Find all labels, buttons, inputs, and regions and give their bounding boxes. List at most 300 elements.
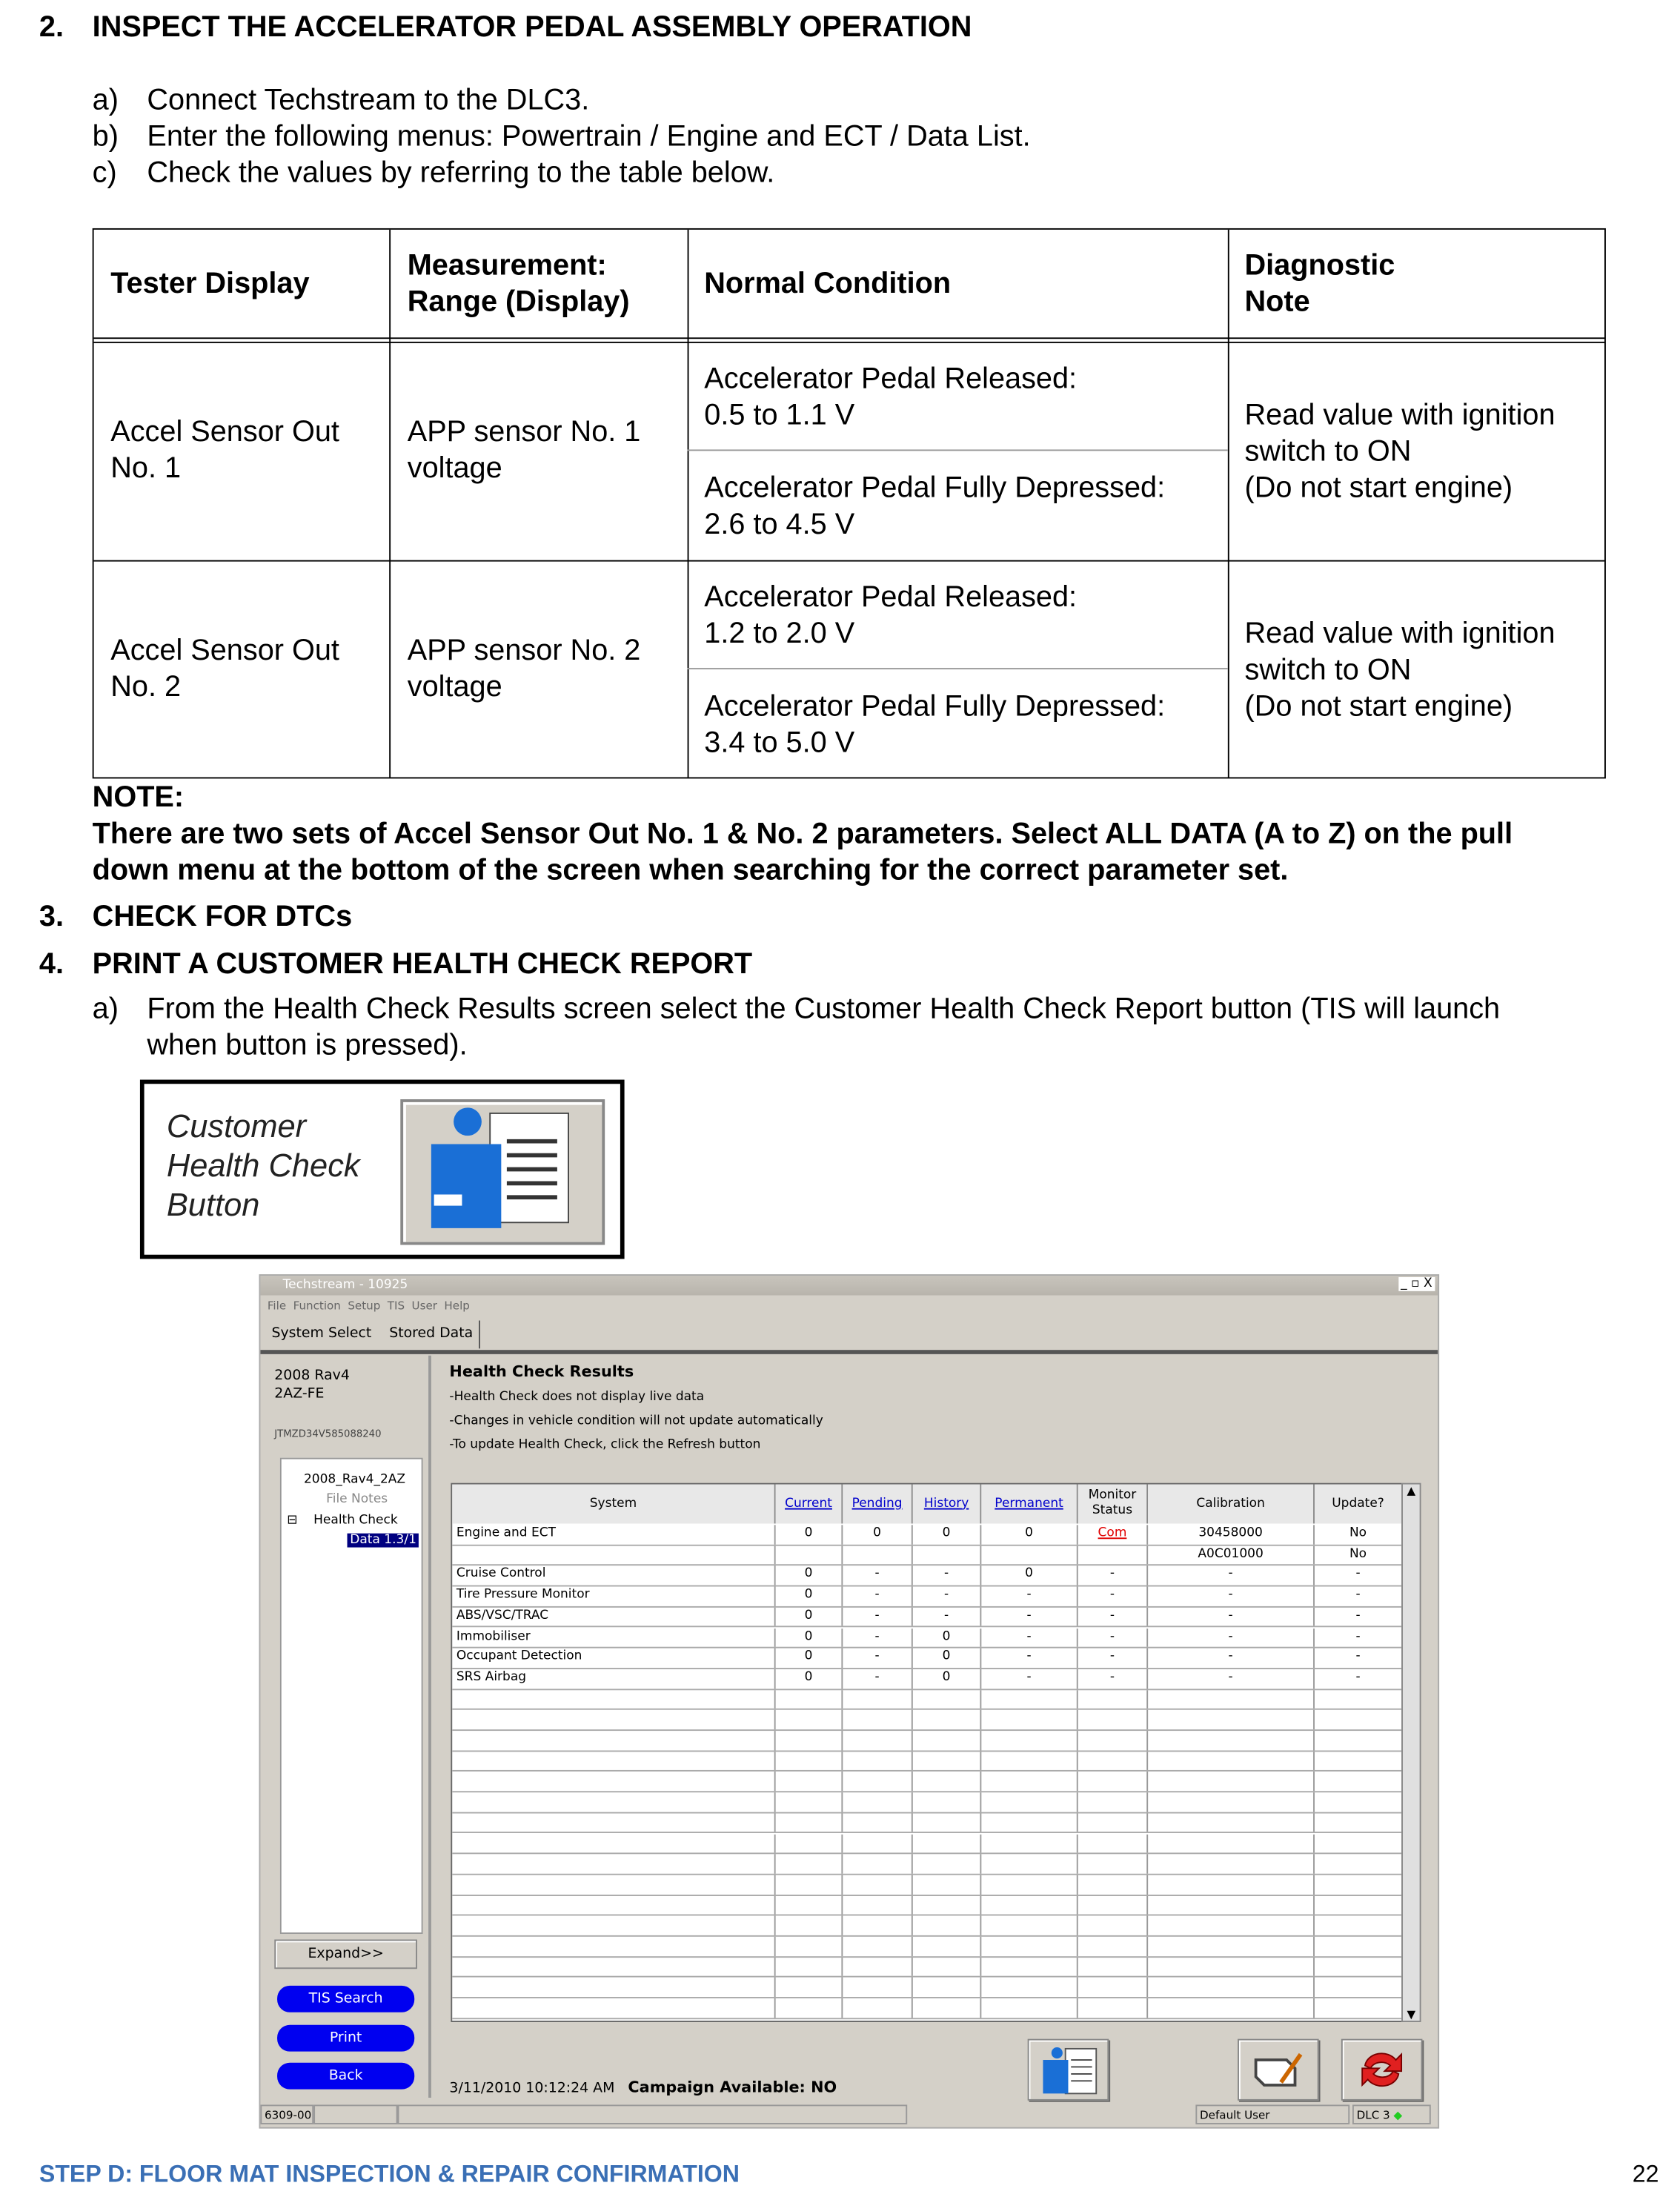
page-number: 22: [1632, 2161, 1659, 2187]
cell-system: [452, 1958, 775, 1977]
grid-row[interactable]: [452, 1731, 1403, 1752]
cell-update: [1315, 1978, 1403, 1997]
cell-system: [452, 1813, 775, 1832]
cell-system: [452, 1710, 775, 1729]
cell-monitor-status: -: [1078, 1566, 1148, 1586]
refresh-button[interactable]: [1341, 2039, 1423, 2101]
cell-current: 0: [776, 1649, 843, 1668]
button-caption-2: Health Check: [166, 1147, 360, 1184]
cell-monitor-status: -: [1078, 1649, 1148, 1668]
connection-indicator-icon: ◆: [1393, 2109, 1403, 2122]
cell-permanent: [981, 1792, 1078, 1812]
cell-history: [913, 1916, 982, 1935]
cell-monitor-status: -: [1078, 1587, 1148, 1606]
tis-search-button[interactable]: TIS Search: [277, 1986, 414, 2012]
cell-monitor-status: [1078, 1834, 1148, 1853]
row1-note: Read value with ignition: [1244, 399, 1556, 431]
cell-update: -: [1315, 1649, 1403, 1668]
cell-current: 0: [776, 1566, 843, 1586]
cell-calibration: [1148, 1752, 1315, 1771]
cell-system: Occupant Detection: [452, 1649, 775, 1668]
row1-tester-2: No. 1: [110, 452, 182, 485]
tree-file-notes[interactable]: File Notes: [326, 1492, 388, 1507]
cell-system: [452, 1545, 775, 1565]
expand-button[interactable]: Expand>>: [274, 1940, 417, 1969]
row2-tester: Accel Sensor Out: [110, 634, 339, 667]
step3-title: CHECK FOR DTCs: [92, 900, 353, 933]
cell-pending: [843, 1752, 912, 1771]
step2-item-c: Check the values by referring to the table below.: [147, 156, 775, 190]
cell-pending: -: [843, 1566, 912, 1586]
cell-pending: -: [843, 1628, 912, 1647]
step2-item-a-label: a): [92, 84, 119, 116]
step2-title: INSPECT THE ACCELERATOR PEDAL ASSEMBLY OPERATION: [92, 11, 972, 44]
cell-history: [913, 1545, 982, 1565]
grid-row[interactable]: [452, 1710, 1403, 1731]
cell-system: [452, 1855, 775, 1874]
cell-history: 0: [913, 1525, 982, 1544]
cell-calibration: [1148, 1875, 1315, 1894]
cell-history: [913, 1731, 982, 1750]
cell-calibration: -: [1148, 1628, 1315, 1647]
cell-current: 0: [776, 1587, 843, 1606]
cell-pending: -: [843, 1607, 912, 1626]
cell-system: Tire Pressure Monitor: [452, 1587, 775, 1606]
cell-permanent: 0: [981, 1525, 1078, 1544]
cell-calibration: -: [1148, 1607, 1315, 1626]
health-check-grid: [451, 1483, 1404, 2022]
cell-current: [776, 1978, 843, 1997]
cell-system: [452, 1752, 775, 1771]
cell-update: [1315, 1937, 1403, 1956]
grid-row[interactable]: [452, 1689, 1403, 1710]
data-tree[interactable]: [280, 1458, 423, 1934]
cell-monitor-status: [1078, 1895, 1148, 1915]
cell-update: [1315, 1875, 1403, 1894]
report-icon: [1029, 2041, 1108, 2099]
row1-note-2: switch to ON: [1244, 435, 1412, 468]
cell-pending: [843, 1772, 912, 1792]
row1-tester: Accel Sensor Out: [110, 416, 339, 448]
cell-update: [1315, 1772, 1403, 1792]
column-header-system: System: [452, 1485, 775, 1524]
cell-update: [1315, 1813, 1403, 1832]
header-range: Range (Display): [407, 285, 630, 318]
cell-calibration: [1148, 1772, 1315, 1792]
cell-history: [913, 1875, 982, 1894]
menu-bar: [260, 1296, 469, 1316]
cell-history: [913, 1937, 982, 1956]
cell-calibration: -: [1148, 1649, 1315, 1668]
cell-history: [913, 1689, 982, 1709]
cell-calibration: [1148, 1916, 1315, 1935]
cell-history: [913, 1958, 982, 1977]
grid-row[interactable]: [452, 1855, 1403, 1875]
footer-section-title: STEP D: FLOOR MAT INSPECTION & REPAIR CONFIRMATION: [39, 2161, 740, 2187]
cell-monitor-status: [1078, 1998, 1148, 2018]
cell-calibration: -: [1148, 1587, 1315, 1606]
cell-current: [776, 1958, 843, 1977]
row2-tester-2: No. 2: [110, 670, 182, 703]
cell-current: [776, 1875, 843, 1894]
grid-row[interactable]: [452, 1772, 1403, 1793]
cell-system: [452, 1916, 775, 1935]
status-code: 6309-00: [260, 2104, 313, 2124]
note-line-1: There are two sets of Accel Sensor Out No. 1 & No. 2 parameters. Select ALL DATA (A to Z) on the pull: [92, 818, 1513, 850]
grid-row[interactable]: [452, 1669, 1403, 1690]
cell-permanent: [981, 1710, 1078, 1729]
tab-system-select[interactable]: System Select: [271, 1326, 372, 1342]
cell-update: [1315, 1689, 1403, 1709]
cell-update: -: [1315, 1669, 1403, 1689]
cell-update: No: [1315, 1545, 1403, 1565]
cell-calibration: [1148, 1895, 1315, 1915]
info-line-1: -Health Check does not display live data: [449, 1390, 705, 1405]
cell-permanent: [981, 1855, 1078, 1874]
column-header-monitor-status: Monitor Status: [1078, 1485, 1148, 1524]
cell-monitor-status: [1078, 1937, 1148, 1956]
cell-update: [1315, 1792, 1403, 1812]
cell-permanent: [981, 1937, 1078, 1956]
cell-calibration: [1148, 1978, 1315, 1997]
cell-current: [776, 1834, 843, 1853]
cell-history: -: [913, 1566, 982, 1586]
cell-permanent: [981, 1752, 1078, 1771]
column-header-current[interactable]: Current: [776, 1485, 843, 1524]
cell-update: [1315, 1998, 1403, 2018]
cell-current: 0: [776, 1628, 843, 1647]
cell-calibration: [1148, 1937, 1315, 1956]
cell-permanent: -: [981, 1628, 1078, 1647]
grid-row[interactable]: [452, 1566, 1403, 1587]
cell-system: Engine and ECT: [452, 1525, 775, 1544]
step2-item-b-label: b): [92, 120, 119, 153]
cell-permanent: 0: [981, 1566, 1078, 1586]
timestamp: 3/11/2010 10:12:24 AM: [449, 2081, 615, 2097]
cell-calibration: 30458000: [1148, 1525, 1315, 1544]
cell-system: [452, 1772, 775, 1792]
grid-row[interactable]: [452, 1545, 1403, 1566]
grid-row[interactable]: [452, 1525, 1403, 1545]
cell-calibration: -: [1148, 1669, 1315, 1689]
info-line-3: -To update Health Check, click the Refresh button: [449, 1438, 761, 1453]
print-button[interactable]: Print: [277, 2025, 414, 2052]
step2-item-a: Connect Techstream to the DLC3.: [147, 84, 590, 116]
grid-scrollbar[interactable]: ▲ ▼: [1401, 1483, 1421, 2022]
button-caption-1: Customer: [166, 1107, 307, 1144]
cell-history: [913, 1895, 982, 1915]
cell-system: [452, 1895, 775, 1915]
cell-monitor-status: [1078, 1978, 1148, 1997]
cell-permanent: [981, 1958, 1078, 1977]
cell-update: [1315, 1710, 1403, 1729]
cell-pending: [843, 1792, 912, 1812]
cell-monitor-status: -: [1078, 1607, 1148, 1626]
header-measurement: Measurement:: [407, 249, 607, 282]
cell-history: [913, 1834, 982, 1853]
row2-note-3: (Do not start engine): [1244, 690, 1513, 723]
cell-current: [776, 1731, 843, 1750]
cell-history: 0: [913, 1669, 982, 1689]
menu-file[interactable]: File: [267, 1299, 287, 1313]
row1-released-value: 0.5 to 1.1 V: [704, 399, 855, 431]
menu-setup[interactable]: Setup: [348, 1299, 381, 1313]
cell-calibration: [1148, 1813, 1315, 1832]
cell-pending: [843, 1689, 912, 1709]
cell-current: [776, 1772, 843, 1792]
row2-note-2: switch to ON: [1244, 654, 1412, 686]
cell-system: [452, 1731, 775, 1750]
row1-range-2: voltage: [407, 452, 502, 485]
cell-calibration: [1148, 1792, 1315, 1812]
header-tester-display: Tester Display: [110, 267, 310, 300]
cell-pending: -: [843, 1587, 912, 1606]
row1-released: Accelerator Pedal Released:: [704, 362, 1078, 395]
row2-depressed: Accelerator Pedal Fully Depressed:: [704, 690, 1166, 723]
results-heading: Health Check Results: [449, 1362, 634, 1381]
header-normal-condition: Normal Condition: [704, 267, 952, 300]
row2-range: APP sensor No. 2: [407, 634, 641, 667]
customer-health-check-button-illustration: [140, 1080, 625, 1259]
grid-row[interactable]: [452, 1916, 1403, 1937]
cell-calibration: [1148, 1689, 1315, 1709]
grid-row[interactable]: [452, 1752, 1403, 1772]
row2-depressed-value: 3.4 to 5.0 V: [704, 726, 855, 759]
cell-calibration: [1148, 1998, 1315, 2018]
column-header-history[interactable]: History: [913, 1485, 982, 1524]
engine-check-button[interactable]: [1238, 2039, 1319, 2101]
cell-pending: [843, 1998, 912, 2018]
cell-calibration: [1148, 1710, 1315, 1729]
column-header-pending[interactable]: Pending: [843, 1485, 912, 1524]
column-header-calibration: Calibration: [1148, 1485, 1315, 1524]
cell-monitor-status: [1078, 1916, 1148, 1935]
cell-permanent: [981, 1772, 1078, 1792]
step4-a-line-1: From the Health Check Results screen select the Customer Health Check Report button (TIS will launch: [147, 993, 1501, 1025]
back-button[interactable]: Back: [277, 2063, 414, 2090]
cell-update: [1315, 1916, 1403, 1935]
cell-pending: [843, 1834, 912, 1853]
column-header-update: Update?: [1315, 1485, 1403, 1524]
grid-row[interactable]: [452, 1792, 1403, 1813]
cell-update: [1315, 1958, 1403, 1977]
info-line-2: -Changes in vehicle condition will not update automatically: [449, 1414, 823, 1428]
campaign-status: Campaign Available: NO: [628, 2078, 837, 2097]
cell-update: [1315, 1834, 1403, 1853]
cell-calibration: [1148, 1958, 1315, 1977]
cell-monitor-status: [1078, 1689, 1148, 1709]
cell-pending: [843, 1978, 912, 1997]
grid-row[interactable]: [452, 1978, 1403, 1998]
grid-row[interactable]: [452, 1649, 1403, 1669]
header-note: Note: [1244, 285, 1310, 318]
vehicle-engine: 2AZ-FE: [274, 1386, 325, 1402]
note-label: NOTE:: [92, 781, 185, 814]
tree-root[interactable]: 2008_Rav4_2AZ: [303, 1473, 406, 1488]
step3-number: 3.: [39, 900, 64, 933]
cell-current: [776, 1752, 843, 1771]
techstream-window: [259, 1274, 1440, 2128]
cell-current: 0: [776, 1669, 843, 1689]
cell-history: [913, 1792, 982, 1812]
cell-history: [913, 1978, 982, 1997]
cell-pending: [843, 1875, 912, 1894]
cell-calibration: A0C01000: [1148, 1545, 1315, 1565]
cell-update: -: [1315, 1628, 1403, 1647]
cell-pending: [843, 1958, 912, 1977]
cell-monitor-status: -: [1078, 1669, 1148, 1689]
grid-row[interactable]: [452, 1998, 1403, 2019]
cell-system: SRS Airbag: [452, 1669, 775, 1689]
grid-row[interactable]: [452, 1958, 1403, 1978]
step2-item-b: Enter the following menus: Powertrain / Engine and ECT / Data List.: [147, 120, 1031, 153]
cell-monitor-status: [1078, 1752, 1148, 1771]
row2-released: Accelerator Pedal Released:: [704, 581, 1078, 614]
cell-update: -: [1315, 1587, 1403, 1606]
cell-calibration: [1148, 1731, 1315, 1750]
cell-pending: [843, 1895, 912, 1915]
step2-number: 2.: [39, 11, 64, 44]
vin: JTMZD34V585088240: [274, 1428, 382, 1440]
status-connection: DLC 3 ◆: [1352, 2104, 1431, 2124]
engine-icon: [1239, 2041, 1318, 2099]
cell-current: 0: [776, 1525, 843, 1544]
cell-history: 0: [913, 1628, 982, 1647]
row1-depressed: Accelerator Pedal Fully Depressed:: [704, 471, 1166, 505]
cell-monitor-status: [1078, 1772, 1148, 1792]
cell-pending: [843, 1545, 912, 1565]
cell-pending: [843, 1916, 912, 1935]
cell-current: [776, 1998, 843, 2018]
cell-current: 0: [776, 1607, 843, 1626]
cell-calibration: [1148, 1855, 1315, 1874]
cell-system: [452, 1875, 775, 1894]
cell-current: [776, 1916, 843, 1935]
header-diagnostic: Diagnostic: [1244, 249, 1395, 282]
cell-system: [452, 1689, 775, 1709]
grid-row[interactable]: [452, 1895, 1403, 1916]
window-controls[interactable]: _ ▫ X: [1398, 1277, 1435, 1291]
grid-row[interactable]: [452, 1607, 1403, 1628]
cell-monitor-status: [1078, 1875, 1148, 1894]
cell-system: [452, 1834, 775, 1853]
tree-data-selected[interactable]: Data 1.3/1: [348, 1534, 419, 1548]
cell-pending: [843, 1937, 912, 1956]
refresh-icon: [1343, 2041, 1421, 2099]
cell-pending: [843, 1731, 912, 1750]
tab-stored-data[interactable]: Stored Data: [384, 1321, 480, 1349]
cell-pending: [843, 1813, 912, 1832]
cell-permanent: [981, 1834, 1078, 1853]
row1-note-3: (Do not start engine): [1244, 471, 1513, 505]
grid-row[interactable]: [452, 1834, 1403, 1855]
cell-update: [1315, 1752, 1403, 1771]
customer-health-check-report-button[interactable]: [1028, 2039, 1109, 2101]
cell-history: [913, 1813, 982, 1832]
cell-system: [452, 1937, 775, 1956]
menu-function[interactable]: Function: [293, 1299, 341, 1313]
cell-current: [776, 1545, 843, 1565]
cell-update: -: [1315, 1607, 1403, 1626]
grid-row[interactable]: [452, 1937, 1403, 1958]
cell-permanent: [981, 1731, 1078, 1750]
cell-permanent: [981, 1998, 1078, 2018]
cell-pending: 0: [843, 1525, 912, 1544]
grid-row[interactable]: [452, 1813, 1403, 1834]
cell-permanent: -: [981, 1607, 1078, 1626]
cell-calibration: [1148, 1834, 1315, 1853]
cell-current: [776, 1689, 843, 1709]
note-line-2: down menu at the bottom of the screen when searching for the correct parameter set.: [92, 854, 1289, 887]
step4-title: PRINT A CUSTOMER HEALTH CHECK REPORT: [92, 947, 753, 981]
cell-calibration: -: [1148, 1566, 1315, 1586]
cell-pending: -: [843, 1649, 912, 1668]
cell-permanent: -: [981, 1649, 1078, 1668]
menu-user[interactable]: User: [411, 1299, 437, 1313]
cell-monitor-status: [1078, 1813, 1148, 1832]
cell-current: [776, 1792, 843, 1812]
grid-row[interactable]: [452, 1587, 1403, 1608]
cell-system: Cruise Control: [452, 1566, 775, 1586]
row1-depressed-value: 2.6 to 4.5 V: [704, 508, 855, 541]
cell-history: -: [913, 1607, 982, 1626]
cell-update: No: [1315, 1525, 1403, 1544]
cell-permanent: [981, 1813, 1078, 1832]
values-table: [93, 228, 1606, 778]
tree-health-check[interactable]: ⊟ Health Check: [287, 1514, 398, 1528]
cell-current: [776, 1937, 843, 1956]
row2-range-2: voltage: [407, 670, 502, 703]
cell-permanent: [981, 1978, 1078, 1997]
cell-system: Immobiliser: [452, 1628, 775, 1647]
button-caption-3: Button: [166, 1186, 260, 1223]
cell-pending: [843, 1855, 912, 1874]
menu-tis[interactable]: TIS: [387, 1299, 405, 1313]
cell-update: [1315, 1895, 1403, 1915]
step4-a-line-2: when button is pressed).: [147, 1029, 468, 1062]
cell-history: [913, 1998, 982, 2018]
cell-system: ABS/VSC/TRAC: [452, 1607, 775, 1626]
window-title: Techstream - 10925: [260, 1276, 1438, 1295]
cell-update: -: [1315, 1566, 1403, 1586]
cell-monitor-status[interactable]: Com: [1078, 1525, 1148, 1544]
cell-permanent: [981, 1895, 1078, 1915]
cell-history: -: [913, 1587, 982, 1606]
row2-note: Read value with ignition: [1244, 617, 1556, 650]
cell-permanent: [981, 1689, 1078, 1709]
grid-row[interactable]: [452, 1875, 1403, 1895]
cell-permanent: [981, 1916, 1078, 1935]
vehicle-model: 2008 Rav4: [274, 1368, 350, 1384]
cell-monitor-status: [1078, 1731, 1148, 1750]
cell-history: [913, 1752, 982, 1771]
step2-item-c-label: c): [92, 156, 117, 190]
step4-a-label: a): [92, 993, 119, 1025]
grid-row[interactable]: [452, 1628, 1403, 1649]
cell-monitor-status: [1078, 1545, 1148, 1565]
cell-system: [452, 1998, 775, 2018]
cell-pending: -: [843, 1669, 912, 1689]
status-user: Default User: [1195, 2104, 1349, 2124]
column-header-permanent[interactable]: Permanent: [981, 1485, 1078, 1524]
cell-system: [452, 1792, 775, 1812]
cell-history: [913, 1710, 982, 1729]
cell-monitor-status: [1078, 1792, 1148, 1812]
cell-monitor-status: [1078, 1710, 1148, 1729]
cell-update: [1315, 1731, 1403, 1750]
menu-help[interactable]: Help: [444, 1299, 470, 1313]
cell-history: [913, 1772, 982, 1792]
